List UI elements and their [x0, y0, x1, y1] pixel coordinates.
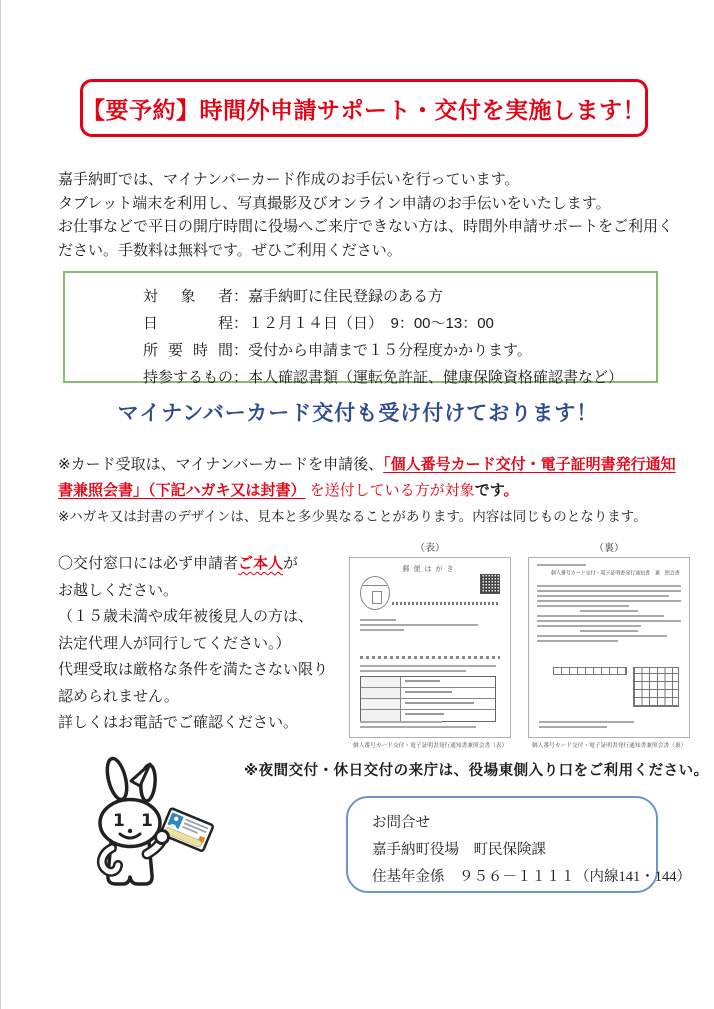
postcard-back-image [528, 557, 690, 738]
postcard-back-title: 個人番号カード交付・電子証明書発行通知書 兼 照会書 [551, 570, 680, 576]
detail-row-date [143, 310, 656, 337]
notice-lines-placeholder [360, 662, 496, 675]
pickup-line: （１５歳未満や成年被後見人の方は、 [58, 608, 314, 625]
detail-value: ：受付から申請まで１５分程度かかります。 [233, 342, 532, 359]
postage-stamp-icon [360, 576, 390, 610]
front-footer-placeholder [360, 718, 496, 731]
detail-label: 日程 [143, 315, 233, 332]
checkbox-row-placeholder [553, 667, 627, 675]
numeral-one-eye: 1 [141, 811, 153, 831]
back-footer-placeholder [539, 718, 675, 731]
intro-line: ださい。手数料は無料です。ぜひご利用ください。 [58, 241, 402, 259]
detail-value: ：１２月１４日（日） 9：00～13：00 [233, 315, 494, 332]
numeral-one-eye: 1 [113, 811, 125, 831]
detail-label: 対象者 [143, 288, 233, 305]
card-issuance-subheading: マイナンバーカード交付も受け付けております！ [117, 402, 599, 425]
pickup-line: 法定代理人が同行してください。） [58, 634, 291, 652]
address-block-placeholder [360, 616, 480, 634]
night-entrance-note: ※夜間交付・休日交付の来庁は、役場東側入り口をご利用ください。 [244, 763, 709, 779]
note-red-text: を送付している方が対象 [305, 482, 475, 499]
detail-row-target [143, 283, 656, 310]
note-highlight: 「個人番号カード交付・電子証明書発行通知書兼照会書」（下記ハガキ又は封書） [58, 456, 676, 499]
front-info-table [360, 676, 496, 722]
title-banner [80, 79, 648, 137]
honnin-emphasis: ご本人 [238, 555, 284, 572]
design-difference-note: ※ハガキ又は封書のデザインは、見本と多少異なることがあります。内容は同じものとなります。 [58, 509, 647, 524]
postcard-front-label: （表） [415, 543, 445, 554]
intro-paragraph [58, 168, 678, 262]
mynumber-card-icon [160, 808, 213, 851]
qr-code-icon [480, 574, 500, 594]
postcard-back-caption: 個人番号カード交付・電子証明書発行通知書兼照会書（裏） [531, 742, 687, 749]
page-title: 【要予約】時間外申請サポート・交付を実施します！ [82, 96, 646, 123]
pickup-line: お越しください。 [58, 581, 179, 599]
detail-value: ：本人確認書類（運転免許証、健康保険資格確認書など） [233, 369, 624, 386]
pickup-text: 〇交付窓口には必ず申請者 [58, 555, 239, 572]
postcard-back-sample [528, 539, 690, 757]
contact-line: 住基年金係 ９５６－１１１１（内線141・144） [372, 869, 691, 885]
intro-line: 嘉手納町では、マイナンバーカード作成のお手伝いを行っています。 [58, 171, 520, 188]
answer-grid-placeholder [633, 667, 679, 707]
postcard-header-text: 郵便はがき [402, 566, 458, 573]
pickup-line: 詳しくはお電話でご確認ください。 [58, 714, 299, 731]
detail-row-bring [143, 364, 656, 391]
detail-row-duration [143, 337, 656, 364]
pickup-line: 認められません。 [58, 687, 179, 705]
detail-value: ：嘉手納町に住民登録のある方 [233, 288, 444, 305]
barcode-digits-placeholder [392, 602, 500, 605]
pickup-line [58, 551, 350, 578]
pickup-text: が [283, 555, 299, 572]
note-prefix: ※カード受取は、マイナンバーカードを申請後、 [58, 456, 384, 473]
contact-line: 嘉手納町役場 町民保険課 [372, 842, 546, 858]
contact-line: お問合せ [372, 815, 430, 831]
pickup-conditions [58, 551, 350, 737]
note-black-bold: です [474, 482, 504, 499]
contact-info-box [346, 796, 691, 893]
rabbit-mascot-illustration [61, 742, 261, 942]
postcard-front-sample [349, 539, 511, 757]
detail-label: 所要時間 [143, 342, 233, 359]
postcard-front-caption: 個人番号カード交付・電子証明書発行通知書兼照会書（表） [352, 742, 508, 749]
postcard-front-image [349, 557, 511, 738]
separator-line [360, 656, 500, 659]
intro-line: お仕事などで平日の開庁時間に役場へご来庁できない方は、時間外申請サポートをご利用く [58, 218, 674, 235]
detail-label: 持参するもの [143, 369, 234, 386]
back-form-lines-placeholder [537, 585, 681, 642]
note-red-period: 。 [503, 482, 519, 499]
card-receive-note [58, 452, 676, 504]
intro-line: タブレット端末を利用し、写真撮影及びオンライン申請のお手伝いをいたします。 [58, 194, 611, 212]
postcard-back-label: （裏） [594, 543, 624, 554]
pickup-line: 代理受取は厳格な条件を満たさない限り [58, 661, 329, 678]
event-details-box [63, 271, 658, 386]
